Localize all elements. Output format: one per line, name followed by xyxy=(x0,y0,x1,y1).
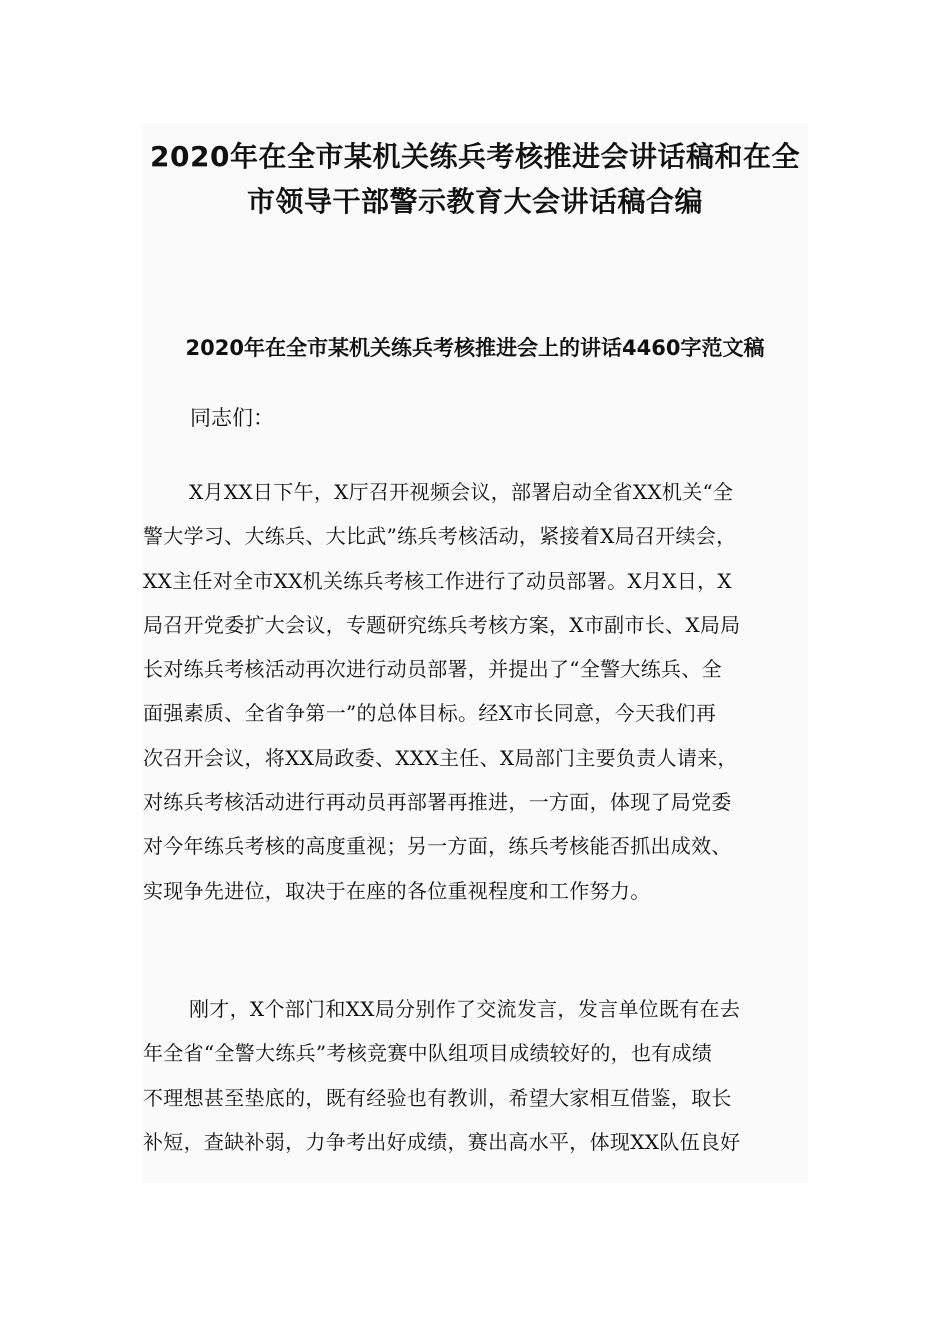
section-heading: 2020年在全市某机关练兵考核推进会上的讲话4460字范文稿 xyxy=(185,336,765,360)
paragraph-line: 长对练兵考核活动再次进行动员部署，并提出了“全警大练兵、全 xyxy=(143,657,722,682)
paragraph-line: XX主任对全市XX机关练兵考核工作进行了动员部署。X月X日，X xyxy=(143,568,732,593)
paragraph-line: 不理想甚至垫底的，既有经验也有教训，希望大家相互借鉴，取长 xyxy=(143,1085,732,1110)
document-title-line-1: 2020年在全市某机关练兵考核推进会讲话稿和在全 xyxy=(150,140,800,173)
document-title-line-2: 市领导干部警示教育大会讲话稿合编 xyxy=(246,185,703,218)
paragraph-line: 年全省“全警大练兵”考核竞赛中队组项目成绩较好的，也有成绩 xyxy=(143,1041,713,1066)
body-paragraph-2 xyxy=(143,987,807,1164)
paragraph-line: 对练兵考核活动进行再动员再部署再推进，一方面，体现了局党委 xyxy=(143,790,732,815)
paragraph-line: 刚才，X个部门和XX局分别作了交流发言，发言单位既有在去 xyxy=(189,997,741,1021)
paragraph-line: 警大学习、大练兵、大比武”练兵考核活动，紧接着X局召开续会， xyxy=(143,524,737,549)
paragraph-line: X月XX日下午，X厅召开视频会议，部署启动全省XX机关“全 xyxy=(189,480,734,504)
paragraph-line: 局召开党委扩大会议，专题研究练兵考核方案，X市副市长、X局局 xyxy=(143,612,741,637)
paragraph-line: 次召开会议，将XX局政委、XXX主任、X局部门主要负责人请来， xyxy=(143,745,738,770)
document-title xyxy=(143,124,807,224)
paragraph-line: 实现争先进位，取决于在座的各位重视程度和工作努力。 xyxy=(143,878,651,903)
paragraph-line: 面强素质、全省争第一”的总体目标。经X市长同意，今天我们再 xyxy=(143,701,717,726)
body-paragraph-1 xyxy=(143,470,807,913)
salutation: 同志们： xyxy=(190,406,274,430)
paragraph-line: 对今年练兵考核的高度重视；另一方面，练兵考核能否抓出成效、 xyxy=(143,834,732,859)
paragraph-line: 补短，查缺补弱，力争考出好成绩，赛出高水平，体现XX队伍良好 xyxy=(143,1129,741,1154)
